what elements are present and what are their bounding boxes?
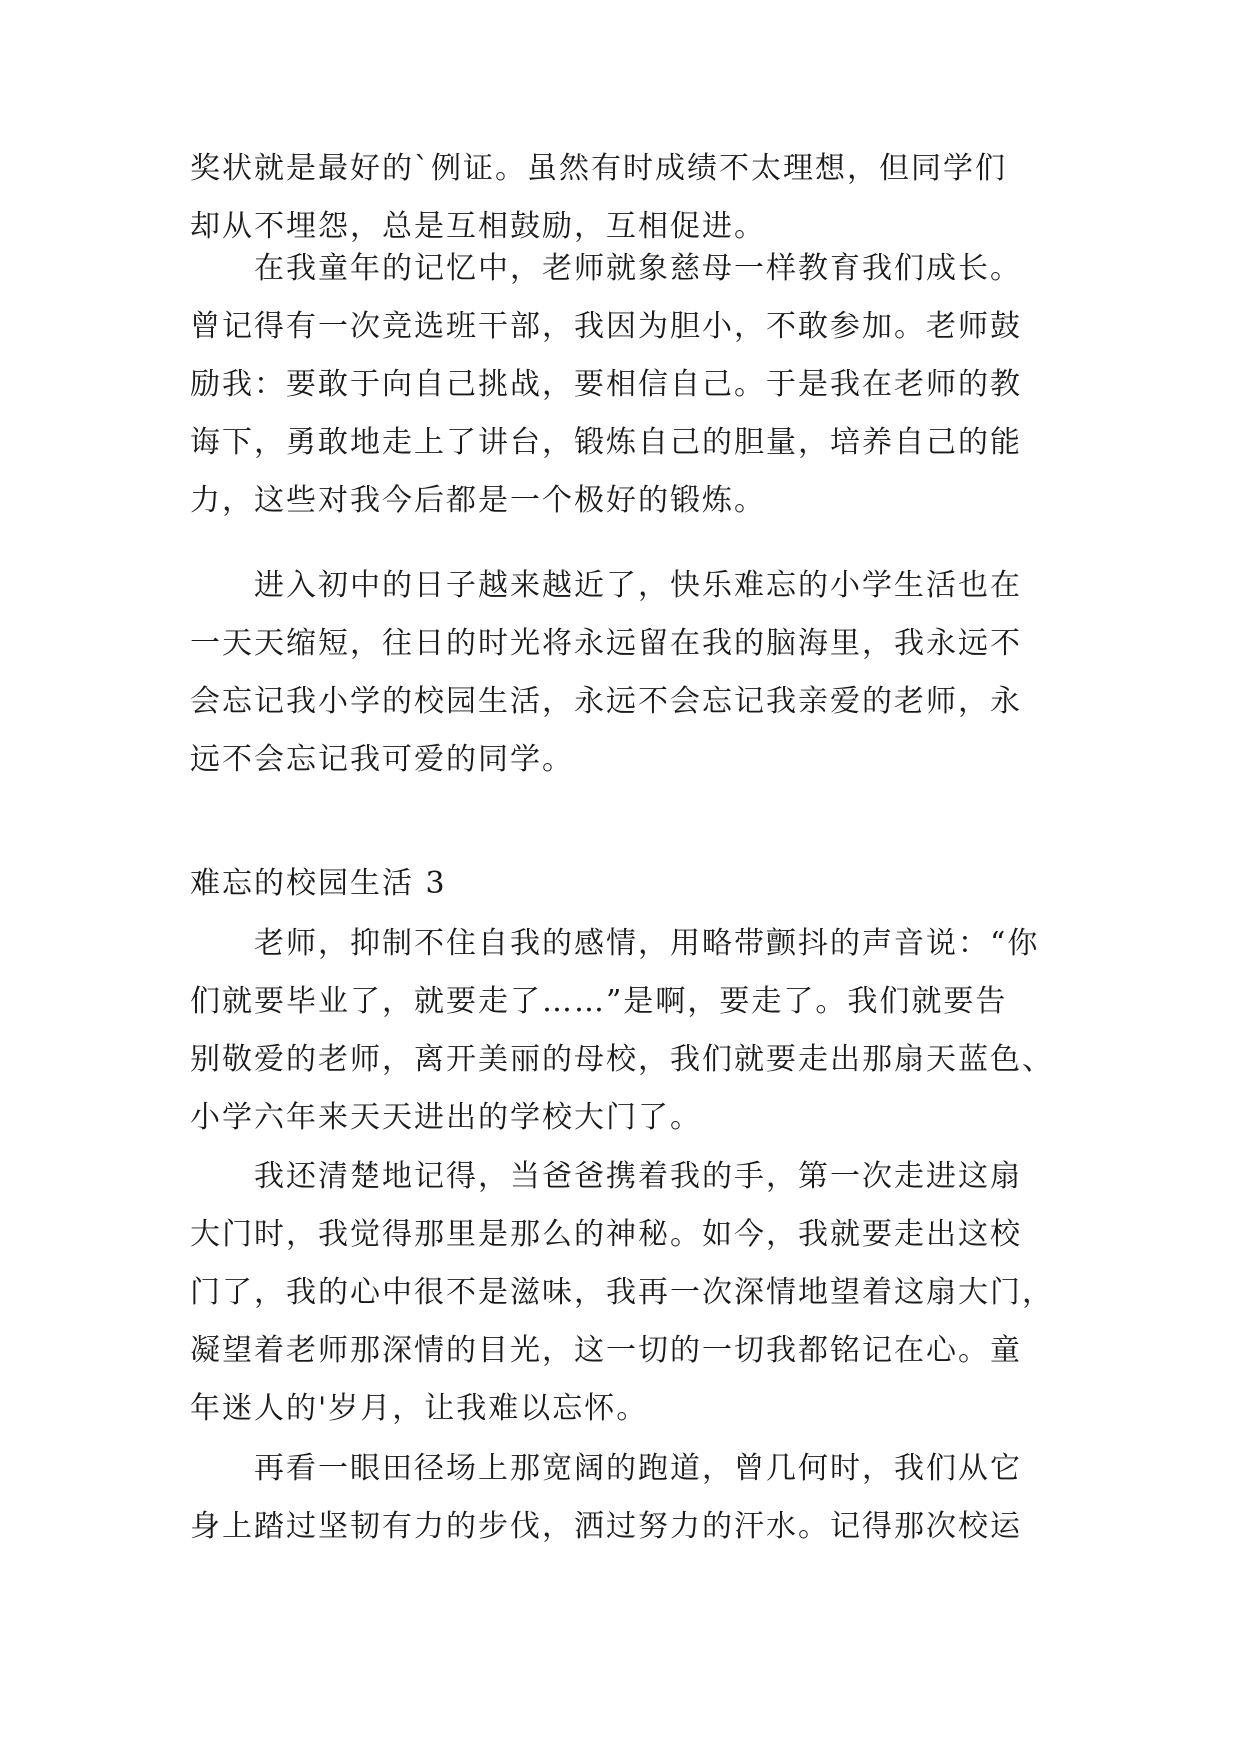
text-line: 大门时，我觉得那里是那么的神秘。如今，我就要走出这校 xyxy=(190,1217,1022,1252)
text-line: 凝望着老师那深情的目光，这一切的一切我都铭记在心。童 xyxy=(190,1333,1022,1368)
text-line: 奖状就是最好的`例证。虽然有时成绩不太理想，但同学们 xyxy=(190,151,1007,186)
section-title: 难忘的校园生活 3 xyxy=(190,866,447,901)
paragraph-4 xyxy=(190,915,1058,1147)
text-line: 小学六年来天天进出的学校大门了。 xyxy=(190,1100,702,1135)
text-line: 远不会忘记我可爱的同学。 xyxy=(190,742,574,777)
text-line: 们就要毕业了，就要走了……”是啊，要走了。我们就要告 xyxy=(190,984,1008,1019)
text-line: 一天天缩短，往日的时光将永远留在我的脑海里，我永远不 xyxy=(190,626,1022,661)
text-line: 会忘记我小学的校园生活，永远不会忘记我亲爱的老师，永 xyxy=(190,684,1022,719)
text-line: 却从不埋怨，总是互相鼓励，互相促进。 xyxy=(190,209,766,244)
paragraph-5 xyxy=(190,1148,1058,1438)
text-line: 诲下，勇敢地走上了讲台，锻炼自己的胆量，培养自己的能 xyxy=(190,425,1022,460)
text-line: 力，这些对我今后都是一个极好的锻炼。 xyxy=(190,483,766,518)
paragraph-6 xyxy=(190,1440,1058,1556)
text-line: 年迷人的'岁月，让我难以忘怀。 xyxy=(190,1391,649,1426)
section-title-block xyxy=(190,855,1058,913)
text-line: 曾记得有一次竞选班干部，我因为胆小，不敢参加。老师鼓 xyxy=(190,309,1022,344)
paragraph-3 xyxy=(190,557,1058,789)
text-line: 励我：要敢于向自己挑战，要相信自己。于是我在老师的教 xyxy=(190,367,1022,402)
text-line: 我还清楚地记得，当爸爸携着我的手，第一次走进这扇 xyxy=(190,1159,1022,1194)
text-line: 在我童年的记忆中，老师就象慈母一样教育我们成长。 xyxy=(190,251,1022,286)
text-line: 门了，我的心中很不是滋味，我再一次深情地望着这扇大门， xyxy=(190,1275,1054,1310)
text-line: 身上踏过坚韧有力的步伐，洒过努力的汗水。记得那次校运 xyxy=(190,1509,1022,1544)
text-line: 别敬爱的老师，离开美丽的母校，我们就要走出那扇天蓝色、 xyxy=(190,1042,1054,1077)
text-line: 进入初中的日子越来越近了，快乐难忘的小学生活也在 xyxy=(190,568,1022,603)
text-line: 再看一眼田径场上那宽阔的跑道，曾几何时，我们从它 xyxy=(190,1451,1022,1486)
paragraph-1 xyxy=(190,140,1058,256)
paragraph-2 xyxy=(190,240,1058,530)
text-line: 老师，抑制不住自我的感情，用略带颤抖的声音说：“你 xyxy=(190,926,1040,961)
